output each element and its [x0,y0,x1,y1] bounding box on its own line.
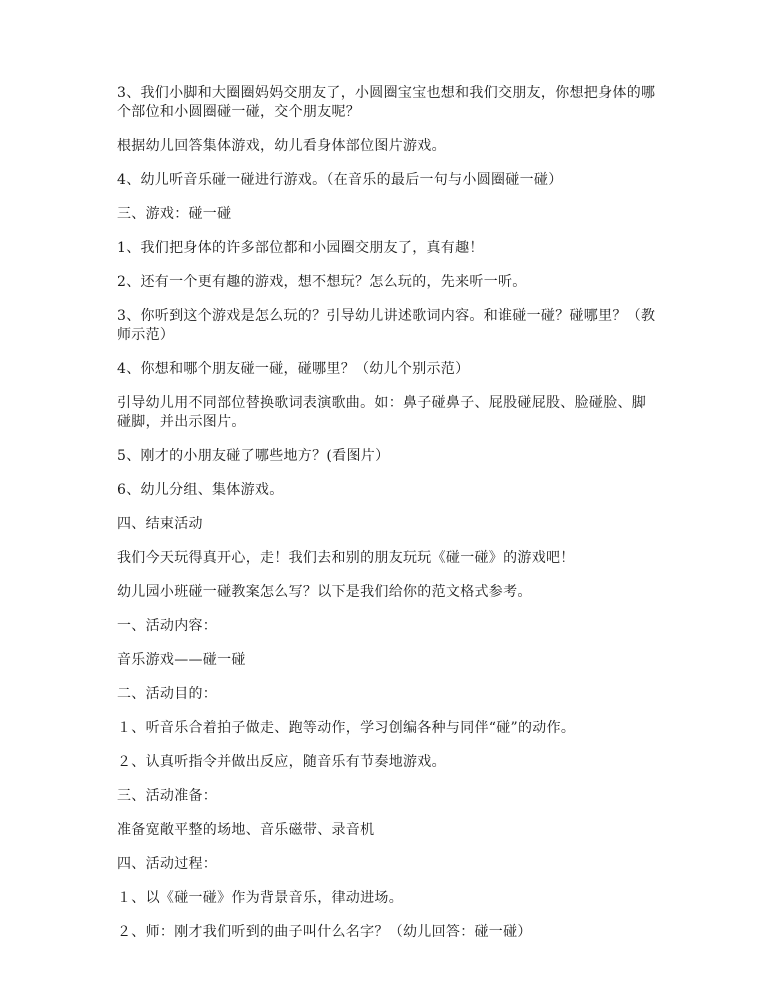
paragraph: 1、我们把身体的许多部位都和小园圈交朋友了，真有趣！ [117,240,484,256]
paragraph: 准备宽敞平整的场地、音乐磁带、录音机 [117,822,375,838]
section-heading: 三、游戏：碰一碰 [117,206,232,222]
paragraph: ２、认真听指令并做出反应，随音乐有节奏地游戏。 [117,754,446,770]
paragraph: 5、刚才的小朋友碰了哪些地方？(看图片） [117,448,390,464]
paragraph: 3、你听到这个游戏是怎么玩的？引导幼儿讲述歌词内容。和谁碰一碰？碰哪里？（教师示范） [117,308,656,343]
paragraph: 3、我们小脚和大圈圈妈妈交朋友了，小圆圈宝宝也想和我们交朋友，你想把身体的哪个部位和小圆圈碰一碰，交个朋友呢？ [117,85,656,120]
paragraph: 2、还有一个更有趣的游戏，想不想玩？怎么玩的，先来听一听。 [117,274,527,290]
paragraph: 引导幼儿用不同部位替换歌词表演歌曲。如：鼻子碰鼻子、屁股碰屁股、脸碰脸、脚碰脚，并出示图片。 [117,395,647,430]
paragraph: 我们今天玩得真开心，走！我们去和别的朋友玩玩《碰一碰》的游戏吧！ [117,550,575,566]
paragraph: 幼儿园小班碰一碰教案怎么写？以下是我们给你的范文格式参考。 [117,584,532,600]
section-heading: 四、结束活动 [117,516,203,532]
paragraph: ２、师：刚才我们听到的曲子叫什么名字？（幼儿回答：碰一碰） [117,924,532,940]
paragraph: １、以《碰一碰》作为背景音乐，律动进场。 [117,890,403,906]
section-heading: 三、活动准备： [117,788,218,804]
paragraph: 6、幼儿分组、集体游戏。 [117,482,284,498]
paragraph: 4、你想和哪个朋友碰一碰，碰哪里？（幼儿个别示范） [117,361,470,377]
paragraph: １、听音乐合着拍子做走、跑等动作，学习创编各种与同伴“碰”的动作。 [117,720,576,736]
document-body [117,84,657,957]
section-heading: 一、活动内容： [117,618,218,634]
section-heading: 四、活动过程： [117,856,218,872]
paragraph: 根据幼儿回答集体游戏，幼儿看身体部位图片游戏。 [117,138,446,154]
section-heading: 二、活动目的： [117,686,218,702]
paragraph: 音乐游戏——碰一碰 [117,652,246,668]
paragraph: 4、幼儿听音乐碰一碰进行游戏。（在音乐的最后一句与小圆圈碰一碰） [117,172,563,188]
